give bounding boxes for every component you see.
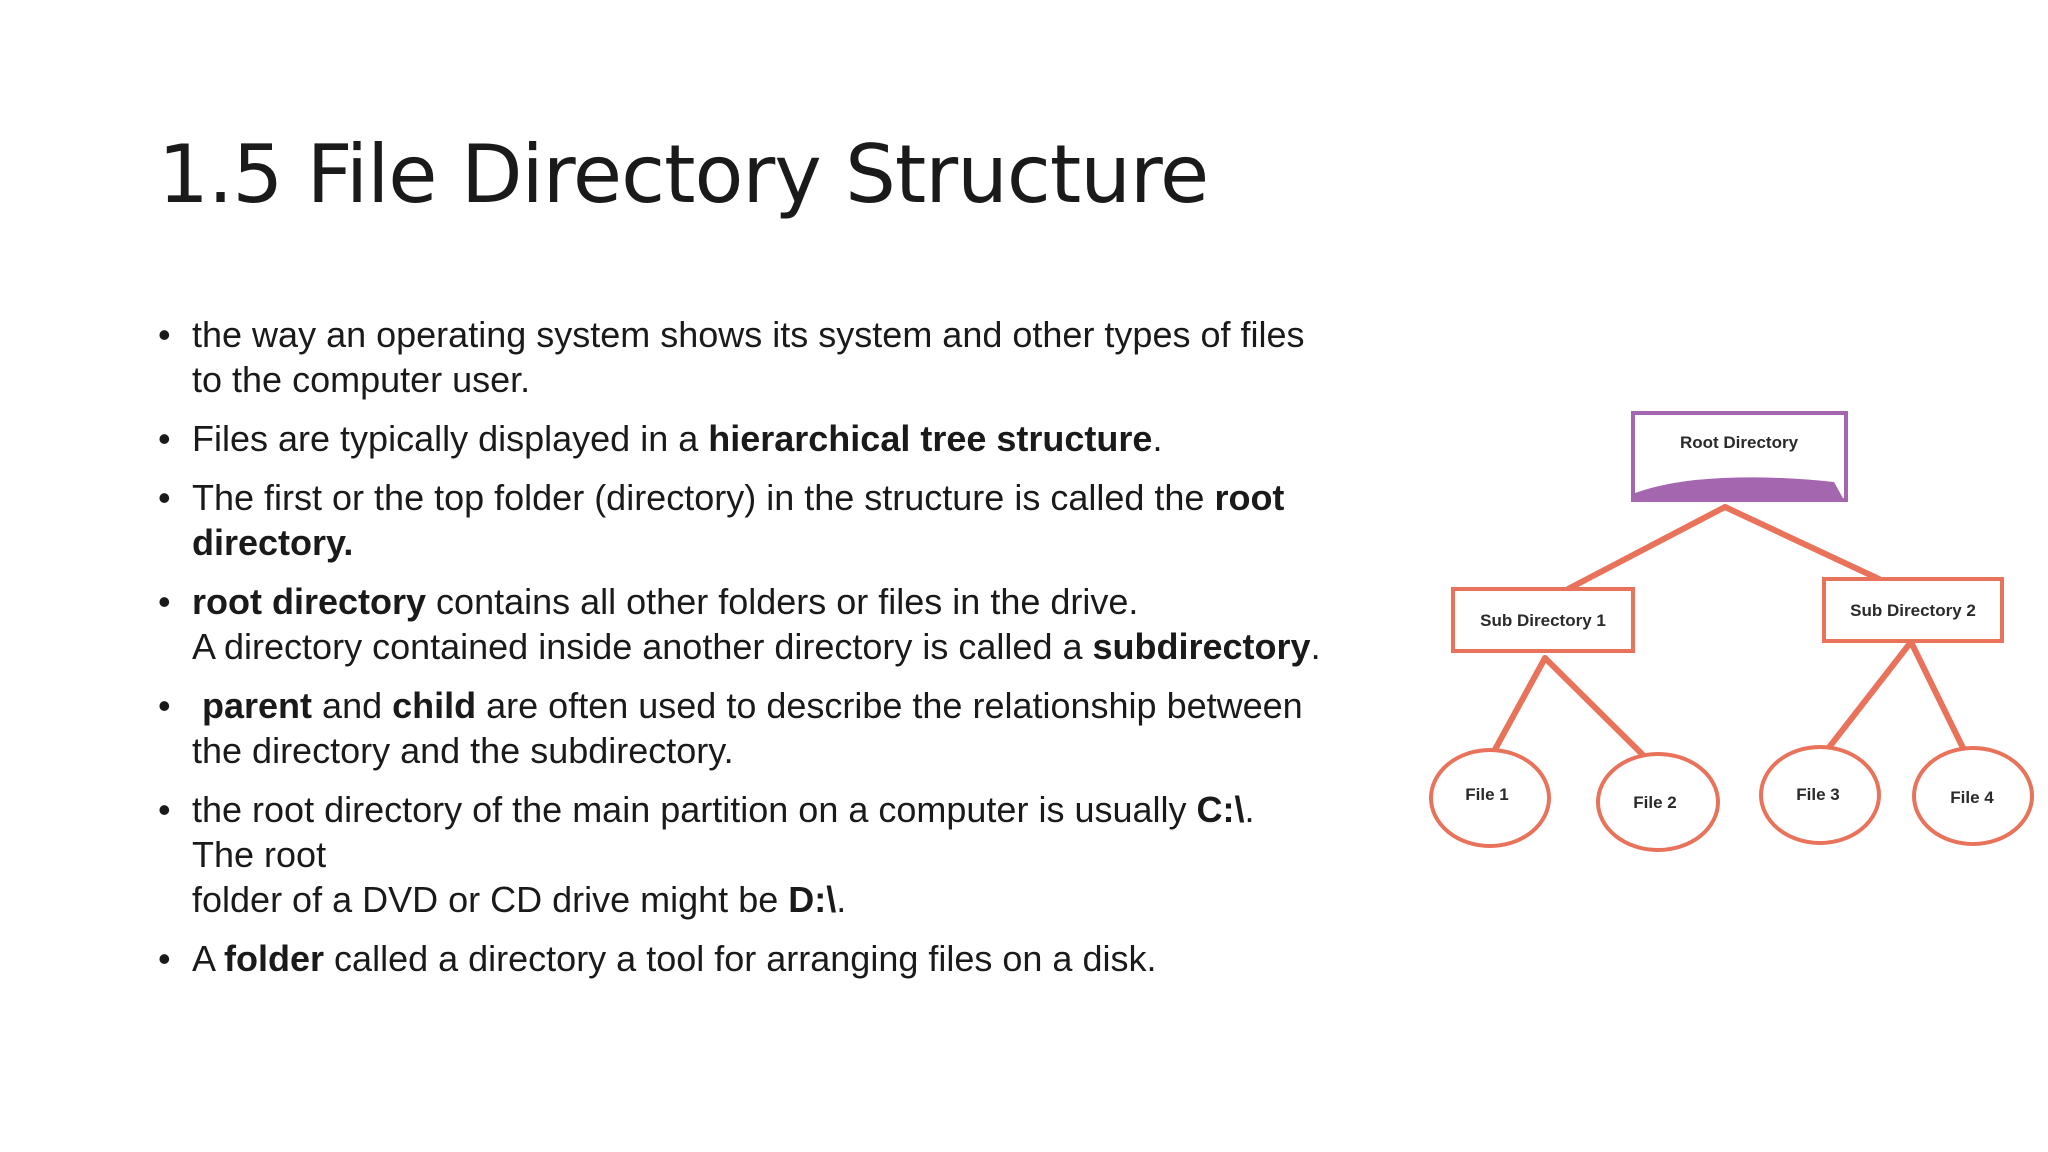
bullet-text-bold: root <box>1214 477 1285 518</box>
bullet-text: . <box>1310 626 1321 667</box>
file-3-node <box>1761 747 1879 843</box>
bullet-text: the root directory of the main partition on a computer is usually <box>192 789 1197 830</box>
bullet-item <box>158 579 1398 669</box>
bullet-text-bold: hierarchical tree structure <box>708 418 1153 459</box>
bullet-text: . <box>836 879 847 920</box>
file-4-node <box>1914 748 2032 844</box>
file-1-label: File 1 <box>1465 785 1509 804</box>
bullet-line <box>192 877 1398 922</box>
bullet-dot: • <box>158 685 171 726</box>
file-2-node <box>1598 754 1718 850</box>
bullet-text-bold: folder <box>224 938 325 979</box>
bullet-text-bold: subdirectory <box>1092 626 1311 667</box>
sub-directory-2-label: Sub Directory 2 <box>1850 601 1976 620</box>
connector-sub1-file2 <box>1545 658 1646 758</box>
root-directory-node <box>1633 413 1846 500</box>
bullet-item <box>158 683 1398 773</box>
bullet-text: A directory contained inside another directory is called a <box>192 626 1093 667</box>
file-1-node <box>1431 750 1549 846</box>
bullet-line <box>192 520 1398 565</box>
slide-title: 1.5 File Directory Structure <box>158 128 1209 221</box>
bullet-text-bold: C:\ <box>1196 789 1245 830</box>
bullet-text: The root <box>192 834 327 875</box>
connector-sub2-file4 <box>1911 642 1964 750</box>
bullet-list <box>158 312 1398 995</box>
bullet-text: Files are typically displayed in a <box>192 418 709 459</box>
connector-root-sub1 <box>1568 507 1725 589</box>
bullet-text: . <box>1152 418 1163 459</box>
file-4-label: File 4 <box>1950 788 1994 807</box>
bullet-line <box>192 728 1398 773</box>
bullet-line <box>192 357 1398 402</box>
bullet-text: and <box>312 685 393 726</box>
connector-root-sub2 <box>1725 507 1879 579</box>
file-2-label: File 2 <box>1633 793 1677 812</box>
bullet-item <box>158 936 1398 981</box>
bullet-item <box>158 416 1398 461</box>
bullet-text: the directory and the subdirectory. <box>192 730 734 771</box>
bullet-item <box>158 312 1398 402</box>
bullet-text: the way an operating system shows its system and other types of files <box>192 314 1305 355</box>
bullet-line <box>192 787 1398 832</box>
sub-directory-1-label: Sub Directory 1 <box>1480 611 1606 630</box>
bullet-dot: • <box>158 789 171 830</box>
bullet-text: contains all other folders or files in the drive. <box>426 581 1139 622</box>
bullet-text-bold: parent <box>202 685 313 726</box>
file-3-label: File 3 <box>1796 785 1840 804</box>
bullet-dot: • <box>158 418 171 459</box>
bullet-line <box>192 936 1398 981</box>
bullet-dot: • <box>158 314 171 355</box>
root-directory-label: Root Directory <box>1679 433 1799 452</box>
bullet-text: A <box>192 938 225 979</box>
bullet-line <box>192 312 1398 357</box>
connector-sub2-file3 <box>1827 642 1911 750</box>
bullet-text: The first or the top folder (directory) in the structure is called the <box>192 477 1215 518</box>
bullet-line <box>192 832 1398 877</box>
bullet-text: to the computer user. <box>192 359 531 400</box>
bullet-item <box>158 475 1398 565</box>
sub-directory-2-node <box>1824 579 2002 641</box>
bullet-dot: • <box>158 477 171 518</box>
bullet-text-bold: root directory <box>192 581 427 622</box>
bullet-item <box>158 787 1398 922</box>
bullet-line <box>192 475 1398 520</box>
bullet-line <box>192 579 1398 624</box>
bullet-text: called a directory a tool for arranging files on a disk. <box>324 938 1157 979</box>
bullet-line <box>192 683 1398 728</box>
bullet-text-bold: D:\ <box>788 879 837 920</box>
bullet-text-bold: child <box>392 685 477 726</box>
bullet-text: are often used to describe the relationship between <box>476 685 1303 726</box>
sub-directory-1-node <box>1453 589 1633 651</box>
bullet-text: . <box>1244 789 1255 830</box>
connector-sub1-file1 <box>1492 658 1545 755</box>
directory-tree-diagram <box>1420 400 2040 870</box>
bullet-text: folder of a DVD or CD drive might be <box>192 879 789 920</box>
bullet-dot: • <box>158 581 171 622</box>
bullet-text <box>192 685 202 726</box>
bullet-line <box>192 416 1398 461</box>
bullet-text-bold: directory. <box>192 522 354 563</box>
bullet-line <box>192 624 1398 669</box>
bullet-dot: • <box>158 938 171 979</box>
